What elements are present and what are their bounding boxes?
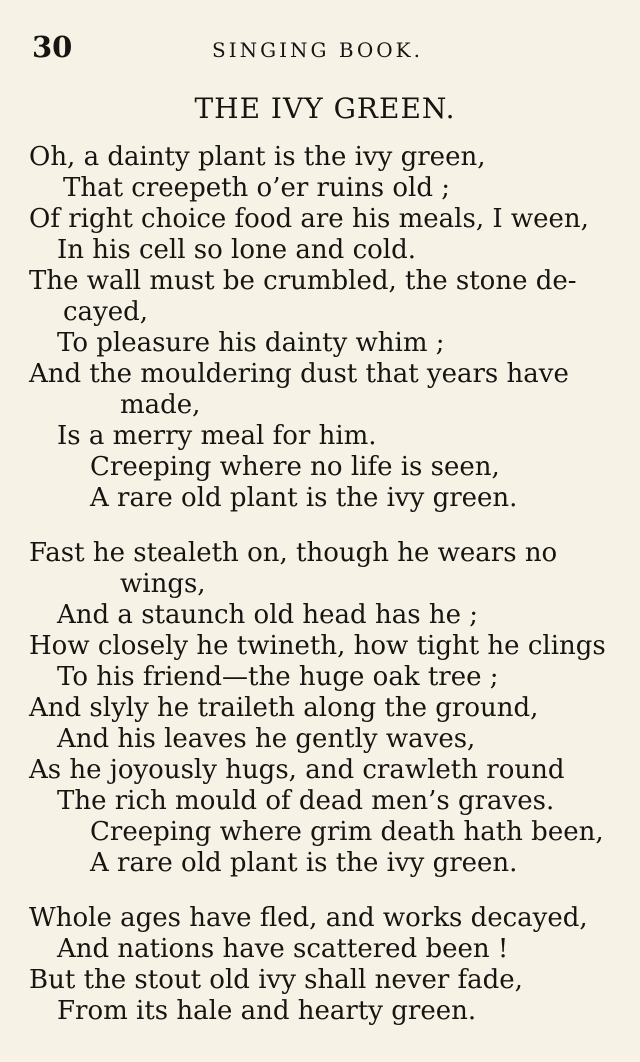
poem-line: The wall must be crumbled, the stone de- xyxy=(29,266,577,296)
poem-title: THE IVY GREEN. xyxy=(194,92,456,125)
poem-line: Creeping where no life is seen, xyxy=(90,452,500,482)
page-number: 30 xyxy=(32,30,73,64)
poem-line: And slyly he traileth along the ground, xyxy=(29,693,539,723)
page-header xyxy=(0,30,640,70)
poem-line: The rich mould of dead men’s graves. xyxy=(57,786,555,816)
poem-line: As he joyously hugs, and crawleth round xyxy=(29,755,565,785)
poem-line: To his friend—the huge oak tree ; xyxy=(57,662,499,692)
stanza-3 xyxy=(0,903,640,1027)
poem-line: And his leaves he gently waves, xyxy=(57,724,476,754)
stanza-2 xyxy=(0,538,640,879)
poem-line: In his cell so lone and cold. xyxy=(57,235,417,265)
poem-line: Oh, a dainty plant is the ivy green, xyxy=(29,142,486,172)
poem-line: Whole ages have fled, and works decayed, xyxy=(29,903,588,933)
poem-line: Of right choice food are his meals, I ween, xyxy=(29,204,589,234)
stanza-1 xyxy=(0,142,640,514)
stanza-gap xyxy=(0,879,640,903)
poem-line: And the mouldering dust that years have xyxy=(29,359,569,389)
poem-line: wings, xyxy=(120,569,206,599)
poem-line: But the stout old ivy shall never fade, xyxy=(29,965,523,995)
poem-line: A rare old plant is the ivy green. xyxy=(90,483,518,513)
poem-line: Is a merry meal for him. xyxy=(57,421,377,451)
poem-body xyxy=(0,142,640,1027)
poem-line: Fast he stealeth on, though he wears no xyxy=(29,538,558,568)
poem-line: How closely he twineth, how tight he clings xyxy=(29,631,606,661)
stanza-gap xyxy=(0,514,640,538)
poem-line: To pleasure his dainty whim ; xyxy=(57,328,445,358)
poem-line: Creeping where grim death hath been, xyxy=(90,817,604,847)
running-head: SINGING BOOK. xyxy=(212,38,423,62)
poem-line: And a staunch old head has he ; xyxy=(57,600,478,630)
poem-line: made, xyxy=(120,390,201,420)
poem-line: And nations have scattered been ! xyxy=(57,934,509,964)
poem-line: cayed, xyxy=(63,297,149,327)
poem-line: A rare old plant is the ivy green. xyxy=(90,848,518,878)
poem-line: From its hale and hearty green. xyxy=(57,996,477,1026)
poem-line: That creepeth o’er ruins old ; xyxy=(63,173,451,203)
